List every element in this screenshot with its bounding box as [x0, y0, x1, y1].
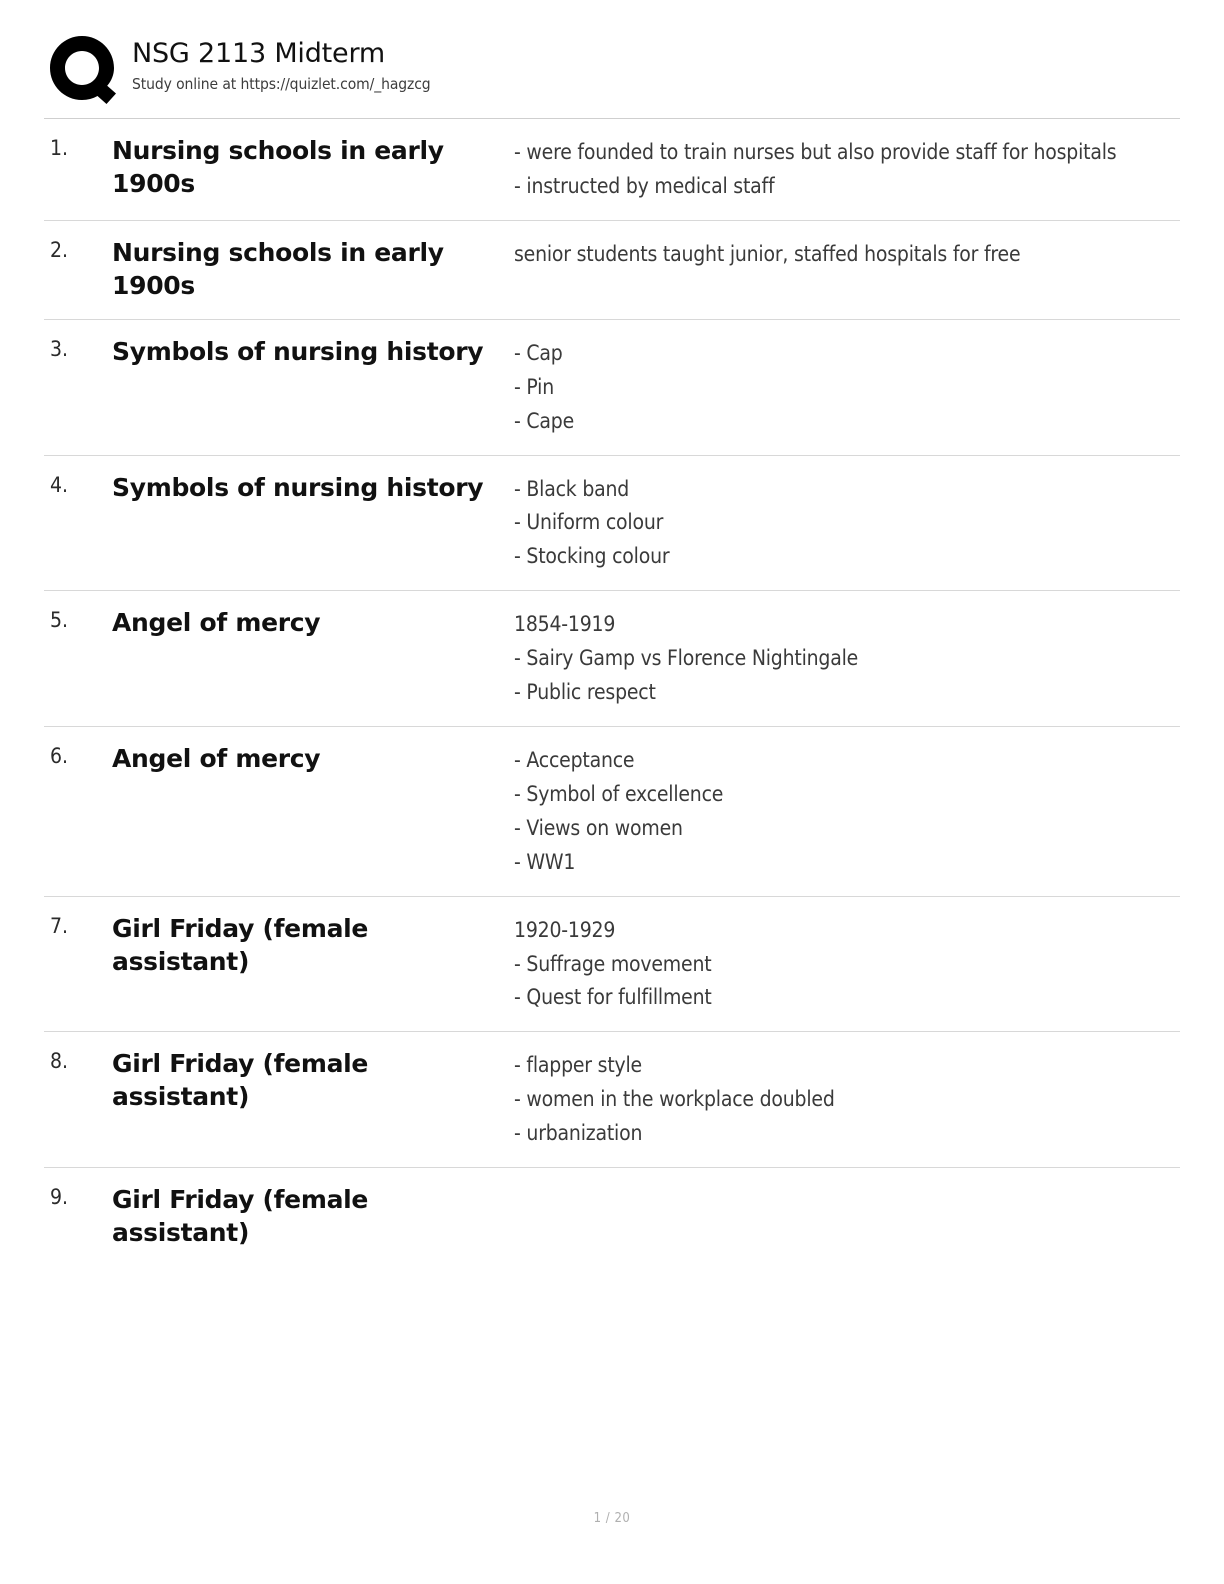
table-body	[44, 119, 1180, 1267]
definition-line: - WW1	[514, 849, 576, 874]
row-definition	[514, 1168, 1180, 1267]
table-row	[44, 1168, 1180, 1267]
definition-line: - urbanization	[514, 1121, 643, 1146]
row-definition	[514, 896, 1180, 1032]
term-definition-table	[44, 118, 1180, 1266]
definition-line: - Uniform colour	[514, 510, 664, 535]
row-definition	[514, 220, 1180, 319]
table-row	[44, 896, 1180, 1032]
definition-line: - Cap	[514, 340, 563, 365]
definition-line: - Sairy Gamp vs Florence Nightingale	[514, 646, 859, 671]
quizlet-q-logo-icon	[46, 32, 118, 104]
definition-line: - were founded to train nurses but also provide staff for hospitals	[514, 140, 1117, 164]
row-number: 1.	[50, 136, 69, 160]
row-number: 8.	[50, 1049, 69, 1074]
page-indicator: 1 / 20	[593, 1511, 631, 1526]
row-number: 5.	[50, 608, 69, 633]
definition-line: 1920-1929	[514, 917, 616, 942]
header-text-block	[132, 30, 431, 93]
row-definition	[514, 726, 1180, 896]
row-term: Angel of mercy	[112, 608, 321, 638]
row-number: 9.	[50, 1185, 69, 1210]
definition-line: - women in the workplace doubled	[514, 1087, 835, 1112]
table-row	[44, 319, 1180, 455]
row-definition	[514, 455, 1180, 591]
row-term: Girl Friday (female assistant)	[112, 1049, 369, 1112]
definition-line: - Pin	[514, 374, 554, 399]
row-number: 4.	[50, 472, 69, 497]
definition-line: - Symbol of excellence	[514, 781, 724, 806]
definition-line: - Quest for fulfillment	[514, 985, 712, 1010]
document-header	[44, 30, 1180, 118]
row-definition	[514, 1032, 1180, 1168]
row-term: Nursing schools in early 1900s	[112, 237, 444, 300]
definition-line: - flapper style	[514, 1053, 642, 1078]
table-row	[44, 1032, 1180, 1168]
definition-line: - Views on women	[514, 815, 683, 840]
row-number: 7.	[50, 913, 69, 938]
definition-line: - Stocking colour	[514, 544, 670, 569]
row-number: 6.	[50, 743, 69, 768]
table-row	[44, 455, 1180, 591]
definition-line: senior students taught junior, staffed hospitals for free	[514, 241, 1021, 266]
row-definition	[514, 119, 1180, 221]
row-term: Symbols of nursing history	[112, 336, 484, 366]
table-row	[44, 220, 1180, 319]
definition-line: - instructed by medical staff	[514, 173, 775, 198]
row-term: Angel of mercy	[112, 743, 321, 773]
row-term: Girl Friday (female assistant)	[112, 913, 369, 976]
table-row	[44, 119, 1180, 221]
study-online-link[interactable]: Study online at https://quizlet.com/_hagzcg	[132, 75, 431, 94]
table-row	[44, 726, 1180, 896]
definition-line: - Acceptance	[514, 747, 635, 772]
row-term: Girl Friday (female assistant)	[112, 1185, 369, 1248]
definition-line: - Suffrage movement	[514, 951, 712, 976]
row-number: 3.	[50, 336, 69, 361]
table-row	[44, 591, 1180, 727]
definition-line: - Cape	[514, 408, 575, 433]
row-definition	[514, 319, 1180, 455]
row-term: Symbols of nursing history	[112, 472, 484, 502]
definition-line: 1854-1919	[514, 612, 616, 637]
row-term: Nursing schools in early 1900s	[112, 136, 444, 198]
row-number: 2.	[50, 237, 69, 262]
row-definition	[514, 591, 1180, 727]
definition-line: - Public respect	[514, 680, 656, 705]
page-title: NSG 2113 Midterm	[132, 38, 385, 69]
definition-line: - Black band	[514, 476, 630, 501]
